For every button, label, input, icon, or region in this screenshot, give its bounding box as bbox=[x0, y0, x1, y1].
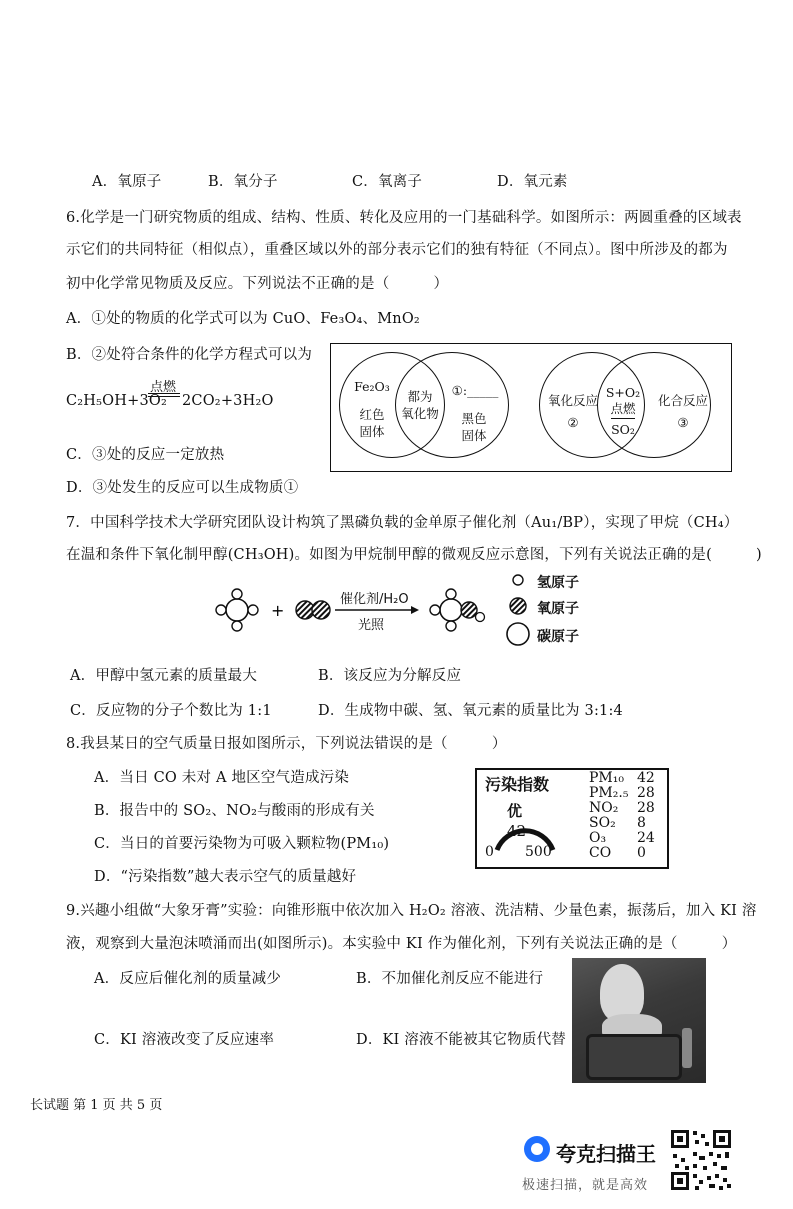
venn2-right-bot: ③ bbox=[677, 415, 689, 430]
venn2-overlap-line3: SO₂ bbox=[611, 422, 635, 437]
q6-option-b: B．②处符合条件的化学方程式可以为 bbox=[66, 347, 313, 363]
venn2-left-bot: ② bbox=[567, 415, 579, 430]
venn2-overlap-line2: 点燃 bbox=[610, 401, 636, 416]
elephant-toothpaste-photo bbox=[572, 958, 706, 1083]
q6-equation-bar bbox=[148, 393, 180, 394]
methane-molecule bbox=[216, 589, 258, 631]
arrow-condition-bottom: 光照 bbox=[358, 618, 385, 633]
venn1-left-bot: 固体 bbox=[359, 424, 385, 439]
q6-option-a: A．①处的物质的化学式可以为 CuO、Fe₃O₄、MnO₂ bbox=[66, 311, 420, 327]
air-quality-panel bbox=[475, 768, 669, 869]
venn-diagram-box bbox=[330, 343, 732, 472]
legend-carbon-label: 碳原子 bbox=[537, 629, 579, 645]
q9-option-b: B．不加催化剂反应不能进行 bbox=[356, 971, 544, 987]
q7-option-c: C．反应物的分子个数比为 1:1 bbox=[70, 703, 272, 719]
legend-oxygen-icon bbox=[510, 598, 526, 614]
q9-option-a: A．反应后催化剂的质量减少 bbox=[94, 971, 282, 987]
venn1-right-top: ①:_____ bbox=[451, 383, 499, 398]
panel-title: 污染指数 bbox=[485, 775, 550, 794]
q6-equation-right: 2CO₂+3H₂O bbox=[182, 393, 274, 409]
pollutant-value: 28 bbox=[637, 785, 655, 801]
pollutant-value: 0 bbox=[637, 845, 646, 861]
pollutant-name: O₃ bbox=[589, 830, 607, 846]
pollutant-name: PM₂.₅ bbox=[589, 785, 629, 801]
pollutant-name: CO bbox=[589, 845, 612, 861]
q7-option-b: B．该反应为分解反应 bbox=[318, 668, 462, 684]
q9-option-d: D．KI 溶液不能被其它物质代替 bbox=[356, 1032, 566, 1048]
q9-stem-line2: 液，观察到大量泡沫喷涌而出(如图所示)。本实验中 KI 作为催化剂，下列有关说法正确的是（ ） bbox=[66, 936, 737, 952]
q5-option-a: A．氧原子 bbox=[92, 174, 162, 190]
quark-logo-icon bbox=[524, 1136, 550, 1162]
q6-equation-bar2 bbox=[148, 396, 180, 397]
arrow-condition-top: 催化剂/H₂O bbox=[340, 592, 409, 607]
legend-oxygen-label: 氧原子 bbox=[537, 601, 579, 617]
q7-option-a: A．甲醇中氢元素的质量最大 bbox=[70, 668, 258, 684]
venn2-overlap-bar bbox=[611, 418, 635, 419]
venn2-overlap-line1: S+O₂ bbox=[605, 385, 641, 400]
pollutant-value: 8 bbox=[637, 815, 646, 831]
pollutant-value: 42 bbox=[637, 770, 655, 786]
pollutant-name: NO₂ bbox=[589, 800, 619, 816]
q6-equation-left: C₂H₅OH+3O₂ bbox=[66, 393, 167, 409]
legend-hydrogen-label: 氢原子 bbox=[537, 575, 579, 591]
pollutant-values bbox=[637, 771, 655, 861]
tray bbox=[586, 1034, 682, 1080]
pollutant-value: 24 bbox=[637, 830, 655, 846]
q7-option-d: D．生成物中碳、氢、氧元素的质量比为 3:1:4 bbox=[318, 703, 623, 719]
methanol-molecule bbox=[430, 589, 485, 631]
gauge-min: 0 bbox=[485, 844, 494, 860]
svg-text:+: + bbox=[271, 601, 285, 620]
legend-carbon-icon bbox=[507, 623, 529, 645]
venn1-overlap-line1: 都为 bbox=[407, 389, 433, 404]
q8-stem: 8.我县某日的空气质量日报如图所示，下列说法错误的是（ ） bbox=[66, 736, 507, 752]
scanner-slogan: 极速扫描，就是高效 bbox=[522, 1178, 649, 1193]
q6-option-c: C．③处的反应一定放热 bbox=[66, 447, 225, 463]
q6-option-d: D．③处发生的反应可以生成物质① bbox=[66, 480, 299, 496]
q6-stem-line3: 初中化学常见物质及反应。下列说法不正确的是（ ） bbox=[66, 276, 449, 292]
pollutant-value: 28 bbox=[637, 800, 655, 816]
oxygen-molecule bbox=[296, 601, 330, 619]
venn2-left-top: 氧化反应 bbox=[547, 393, 598, 408]
q8-option-a: A．当日 CO 未对 A 地区空气造成污染 bbox=[94, 770, 350, 786]
q7-stem-line2: 在温和条件下氧化制甲醇(CH₃OH)。如图为甲烷制甲醇的微观反应示意图，下列有关说法正确的是( ) bbox=[66, 547, 762, 563]
gauge-max: 500 bbox=[525, 844, 552, 860]
qr-code-icon bbox=[669, 1128, 733, 1192]
q8-option-d: D．“污染指数”越大表示空气的质量越好 bbox=[94, 869, 357, 885]
venn1-left-mid: 红色 bbox=[359, 407, 385, 422]
q5-option-b: B．氧分子 bbox=[208, 174, 278, 190]
pollutant-names bbox=[589, 771, 628, 861]
q6-equation-condition: 点燃 bbox=[150, 380, 177, 395]
venn1-left-top: Fe₂O₃ bbox=[354, 379, 390, 394]
bottle bbox=[682, 1028, 692, 1068]
panel-value: 42 bbox=[507, 822, 527, 840]
pollutant-name: SO₂ bbox=[589, 815, 616, 831]
q8-option-b: B．报告中的 SO₂、NO₂与酸雨的形成有关 bbox=[94, 803, 375, 819]
q5-option-d: D．氧元素 bbox=[497, 174, 568, 190]
venn2-right-top: 化合反应 bbox=[657, 393, 708, 408]
venn1-right-mid: 黑色 bbox=[461, 411, 487, 426]
q8-option-c: C．当日的首要污染物为可吸入颗粒物(PM₁₀) bbox=[94, 836, 390, 852]
q5-option-c: C．氧离子 bbox=[352, 174, 423, 190]
scanner-app-name: 夸克扫描王 bbox=[556, 1142, 656, 1166]
venn1-overlap-line2: 氧化物 bbox=[401, 406, 439, 421]
q6-stem-line1: 6.化学是一门研究物质的组成、结构、性质、转化及应用的一门基础科学。如图所示：两圆重叠的区域表 bbox=[66, 210, 742, 226]
q6-stem-line2: 示它们的共同特征（相似点），重叠区域以外的部分表示它们的独有特征（不同点）。图中所涉及的都为 bbox=[66, 242, 728, 258]
venn1-right-bot: 固体 bbox=[461, 428, 487, 443]
legend-hydrogen-icon bbox=[513, 575, 523, 585]
pollutant-name: PM₁₀ bbox=[589, 770, 624, 786]
q9-stem-line1: 9.兴趣小组做“大象牙膏”实验：向锥形瓶中依次加入 H₂O₂ 溶液、洗洁精、少量色素，振荡后，加入 KI 溶 bbox=[66, 903, 757, 919]
q9-option-c: C．KI 溶液改变了反应速率 bbox=[94, 1032, 275, 1048]
page-footer: 长试题 第 1 页 共 5 页 bbox=[30, 1098, 163, 1113]
q7-stem-line1: 7．中国科学技术大学研究团队设计构筑了黑磷负载的金单原子催化剂（Au₁/BP），实现了甲烷（CH₄） bbox=[66, 515, 739, 531]
panel-grade: 优 bbox=[507, 802, 523, 820]
